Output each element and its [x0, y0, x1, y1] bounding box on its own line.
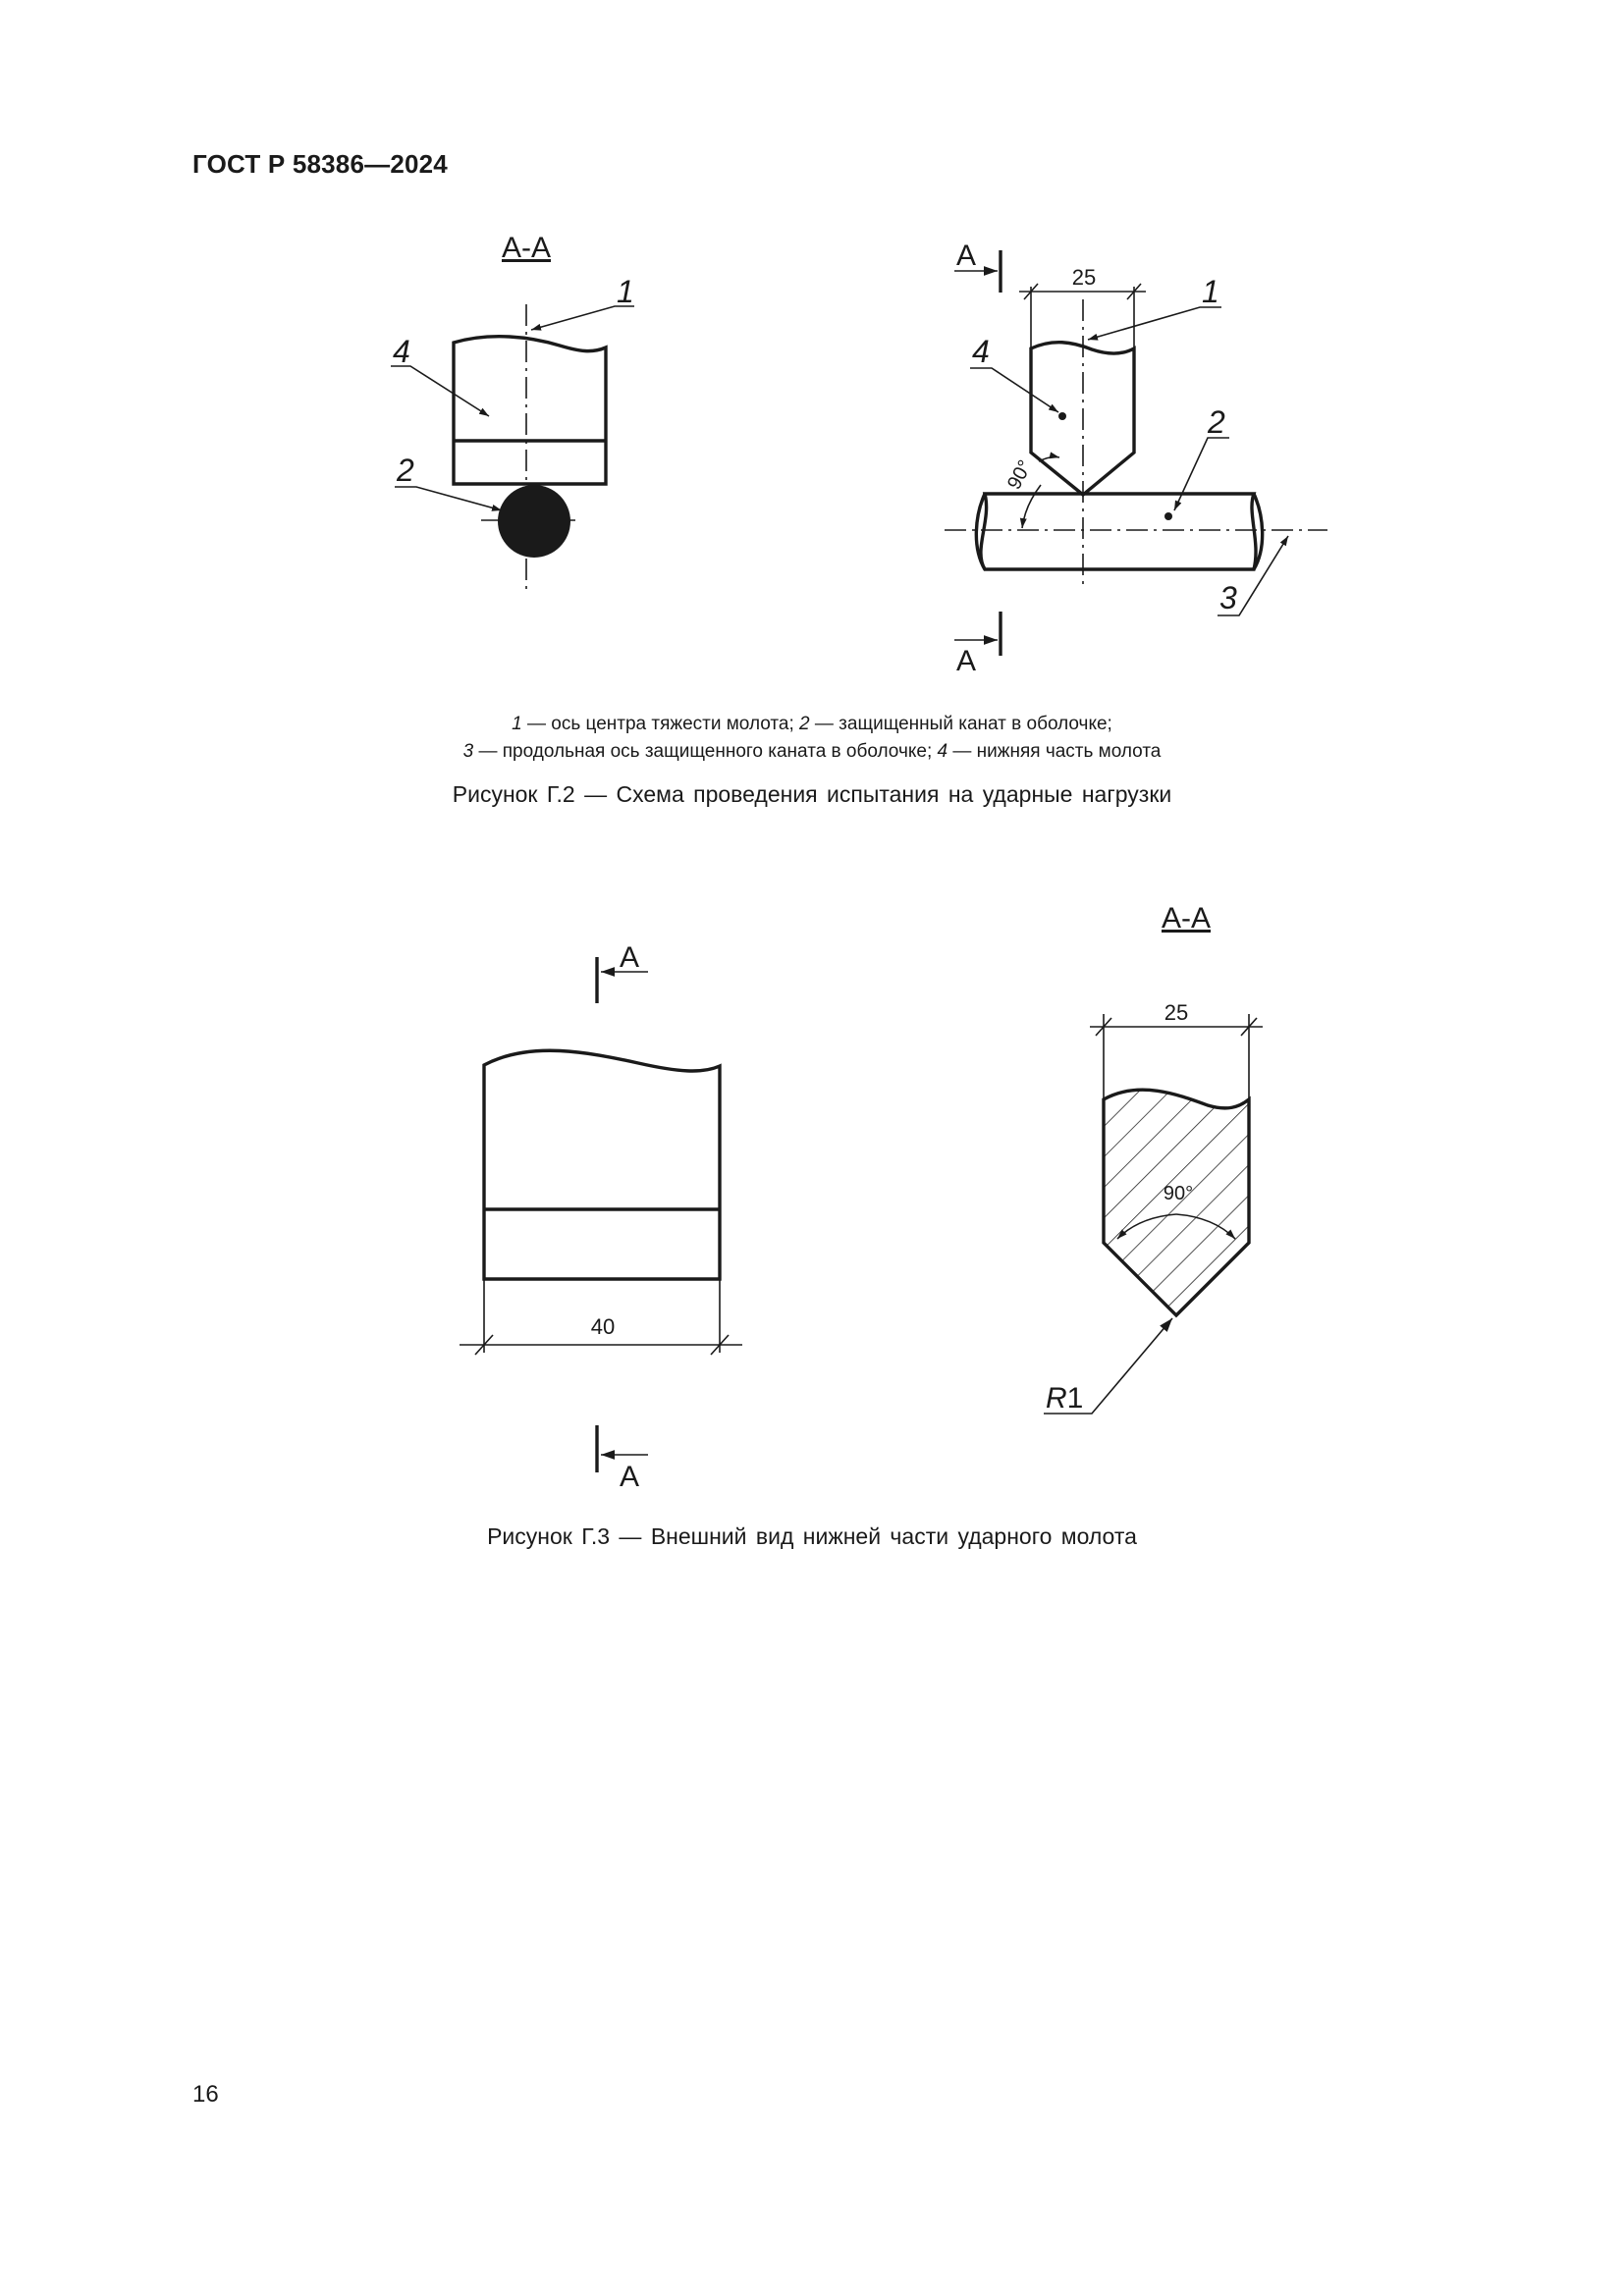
figure-g2-front-view	[945, 240, 1327, 677]
leader-4	[970, 368, 1058, 412]
legend-line-2	[0, 738, 1624, 766]
legend-text: — нижняя часть молота	[947, 741, 1162, 762]
leader-1	[1088, 307, 1221, 340]
hammer-center-point	[1058, 412, 1066, 420]
dimension-40: 40	[590, 1314, 616, 1339]
legend-text: — ось центра тяжести молота;	[521, 714, 800, 734]
callout-3: 3	[1219, 580, 1237, 615]
callout-4: 4	[972, 334, 990, 369]
hammer-body-outline	[454, 337, 606, 484]
rope-outline	[981, 494, 1256, 569]
leader-2	[395, 487, 502, 510]
section-label-a-a: А-А	[501, 232, 552, 264]
radius-prefix: R	[1046, 1382, 1067, 1415]
figure-g2-legend	[0, 711, 1624, 766]
hammer-body-outline	[484, 1050, 720, 1279]
rope-core	[523, 510, 545, 532]
cut-label-top: А	[956, 240, 977, 272]
callout-4: 4	[393, 334, 410, 369]
figure-g3-front-view	[460, 941, 742, 1493]
dimension-25: 25	[1164, 1000, 1189, 1025]
callout-1: 1	[617, 274, 634, 309]
radius-label	[1046, 1382, 1083, 1415]
legend-number: 1	[512, 714, 522, 734]
leader-4	[391, 366, 489, 416]
legend-number: 4	[937, 741, 948, 762]
legend-text: — защищенный канат в оболочке;	[809, 714, 1112, 734]
figure-g3-caption: Рисунок Г.3 — Внешний вид нижней части ударного молота	[487, 1523, 1137, 1549]
angle-90: 90°	[1163, 1183, 1194, 1204]
figure-g2-caption: Рисунок Г.2 — Схема проведения испытания на ударные нагрузки	[452, 781, 1172, 807]
cut-label-bottom: А	[620, 1461, 640, 1493]
angle-90: 90°	[1002, 456, 1037, 494]
leader-2	[1174, 438, 1229, 510]
figure-g3-section-view	[1044, 902, 1263, 1415]
section-label-a-a: А-А	[1161, 902, 1212, 934]
angle-arc	[1039, 457, 1059, 462]
figure-g2-section-view	[391, 232, 634, 594]
radius-value: 1	[1066, 1382, 1084, 1415]
cut-label-top: А	[620, 941, 640, 974]
cut-label-bottom: А	[956, 645, 977, 677]
dimension-25: 25	[1071, 265, 1097, 290]
angle-arc	[1022, 485, 1041, 528]
legend-text: — продольная ось защищенного каната в оболочке;	[473, 741, 938, 762]
callout-2: 2	[397, 453, 414, 488]
page-number: 16	[192, 2081, 219, 2108]
legend-line-1	[0, 711, 1624, 738]
leader-1	[531, 306, 634, 330]
rope-center-point	[1164, 512, 1172, 520]
document-header: ГОСТ Р 58386—2024	[192, 149, 448, 179]
callout-1: 1	[1202, 274, 1219, 309]
legend-number: 3	[462, 741, 474, 762]
callout-2: 2	[1208, 404, 1225, 440]
legend-number: 2	[799, 714, 810, 734]
